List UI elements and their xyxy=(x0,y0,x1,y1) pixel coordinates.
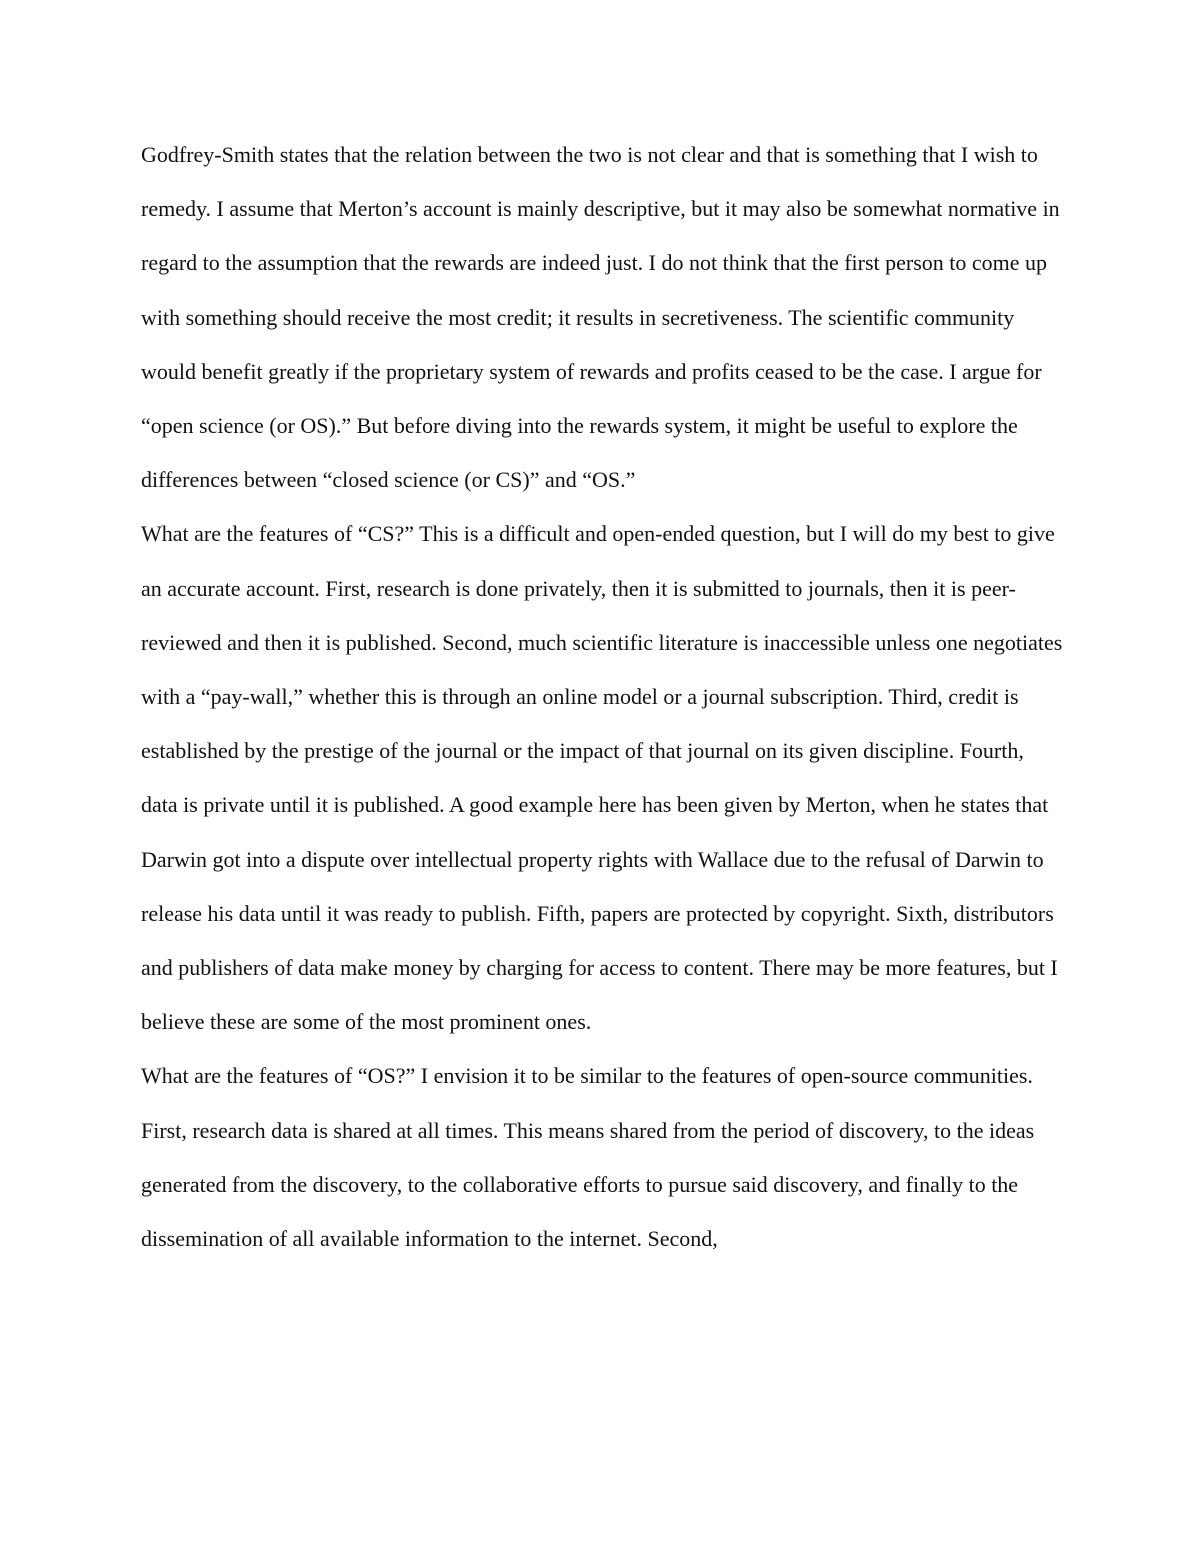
paragraph-closed-science-features: What are the features of “CS?” This is a difficult and open-ended question, but I will do my best to give an accurate account. First, research is done privately, then it is submitted to journals, then it is peer-reviewed and then it is published. Second, much scientific literature is inaccessible unless one negotiates with a “pay-wall,” whether this is through an online model or a journal subscription. Third, credit is established by the prestige of the journal or the impact of that journal on its given discipline. Fourth, data is private until it is published. A good example here has been given by Merton, when he states that Darwin got into a dispute over intellectual property rights with Wallace due to the refusal of Darwin to release his data until it was ready to publish. Fifth, papers are protected by copyright. Sixth, distributors and publishers of data make money by charging for access to content. There may be more features, but I believe these are some of the most prominent ones. xyxy=(141,521,1063,1035)
paragraph-open-science-features: What are the features of “OS?” I envision it to be similar to the features of open-source communities. First, research data is shared at all times. This means shared from the period of discovery, to the ideas generated from the discovery, to the collaborative efforts to pursue said discovery, and finally to the dissemination of all available information to the internet. Second, xyxy=(141,1063,1035,1252)
document-page xyxy=(141,128,1063,1266)
paragraph-closed-vs-open-intro: Godfrey-Smith states that the relation between the two is not clear and that is something that I wish to remedy. I assume that Merton’s account is mainly descriptive, but it may also be somewhat normative in regard to the assumption that the rewards are indeed just. I do not think that the first person to come up with something should receive the most credit; it results in secretiveness. The scientific community would benefit greatly if the proprietary system of rewards and profits ceased to be the case. I argue for “open science (or OS).” But before diving into the rewards system, it might be useful to explore the differences between “closed science (or CS)” and “OS.” xyxy=(141,142,1060,493)
